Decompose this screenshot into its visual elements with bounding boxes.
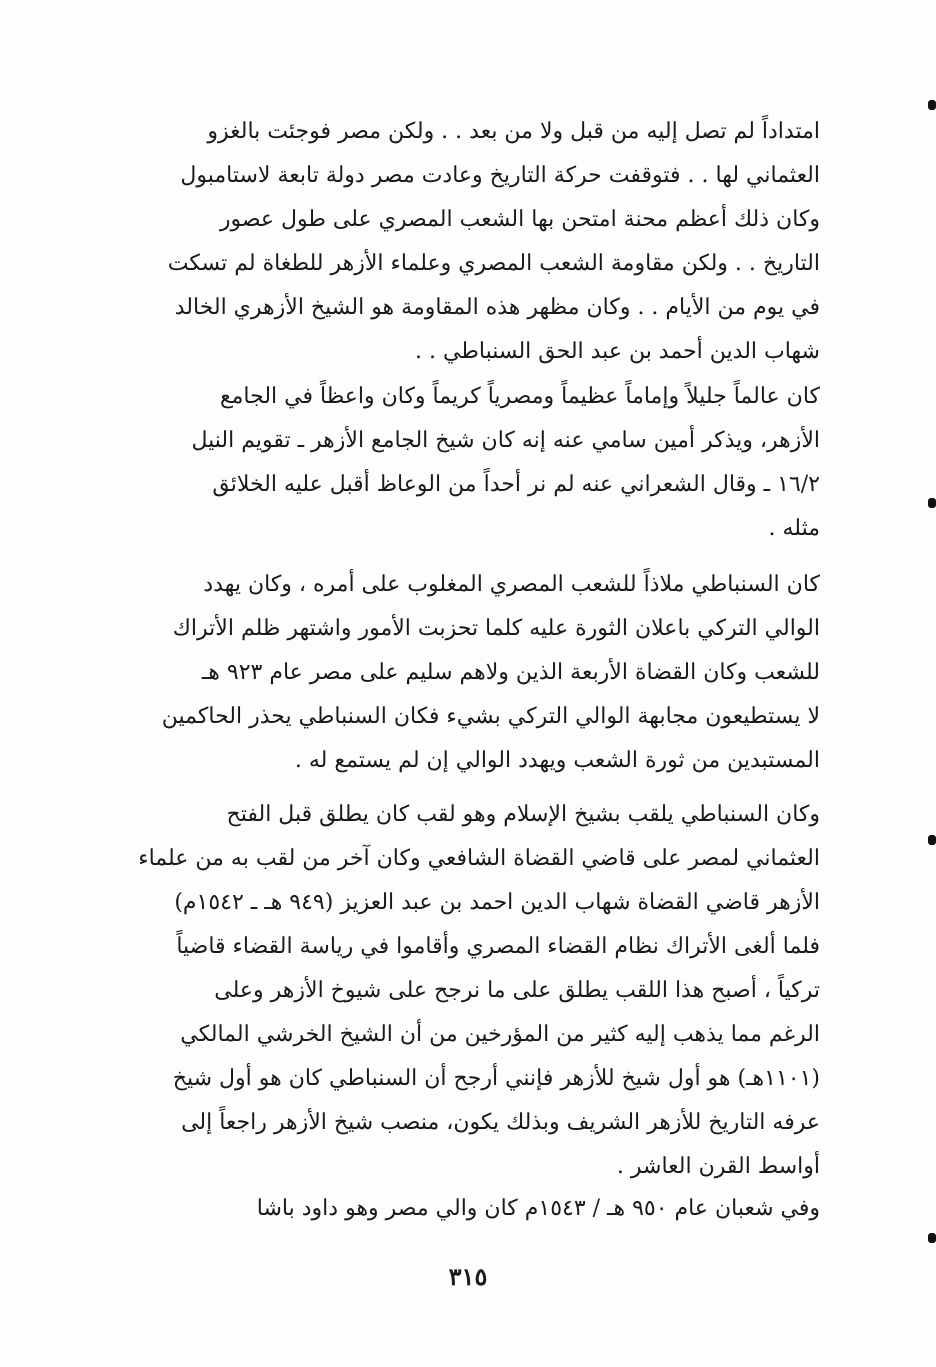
text-line: لا يستطيعون مجابهة الوالي التركي بشيء فكان السنباطي يحذر الحاكمين [161, 704, 820, 729]
text-line: تركياً ، أصبح هذا اللقب يطلق على ما نرجح على شيوخ الأزهر وعلى [214, 978, 820, 1003]
text-line: في يوم من الأيام . . وكان مظهر هذه المقاومة هو الشيخ الأزهري الخالد [174, 295, 820, 320]
text-line: الوالي التركي باعلان الثورة عليه كلما تحزبت الأمور واشتهر ظلم الأتراك [172, 616, 820, 641]
paragraph-1 [110, 110, 820, 374]
text-line: امتداداً لم تصل إليه من قبل ولا من بعد . . ولكن مصر فوجئت بالغزو [207, 119, 820, 144]
paragraph-5 [110, 1187, 820, 1231]
text-line: الأزهر، ويذكر أمين سامي عنه إنه كان شيخ الجامع الأزهر ـ تقويم النيل [191, 428, 820, 453]
text-line: وكان السنباطي يلقب بشيخ الإسلام وهو لقب كان يطلق قبل الفتح [226, 802, 820, 827]
text-line: عرفه التاريخ للأزهر الشريف وبذلك يكون، منصب شيخ الأزهر راجعاً إلى [181, 1110, 820, 1135]
margin-mark [928, 835, 936, 845]
text-line: العثماني لمصر على قاضي القضاة الشافعي وكان آخر من لقب به من علماء [138, 846, 820, 871]
margin-mark [928, 1233, 936, 1243]
text-line: العثماني لها . . فتوقفت حركة التاريخ وعادت مصر دولة تابعة لاستامبول [180, 163, 820, 188]
text-line: (١١٠١هـ) هو أول شيخ للأزهر فإنني أرجح أن السنباطي كان هو أول شيخ [172, 1066, 820, 1091]
paragraph-3 [110, 563, 820, 783]
text-line: كان عالماً جليلاً وإماماً عظيماً ومصرياً كريماً وكان واعظاً في الجامع [219, 384, 820, 409]
text-line: شهاب الدين أحمد بن عبد الحق السنباطي . . [415, 339, 820, 364]
margin-mark [928, 100, 936, 110]
margin-mark [928, 498, 936, 508]
text-line: المستبدين من ثورة الشعب ويهدد الوالي إن لم يستمع له . [294, 748, 820, 773]
text-line: فلما ألغى الأتراك نظام القضاء المصري وأقاموا في رياسة القضاء قاضياً [176, 934, 820, 959]
text-line: وكان ذلك أعظم محنة امتحن بها الشعب المصري على طول عصور [219, 207, 820, 232]
text-line: ١٦/٢ ـ وقال الشعراني عنه لم نر أحداً من الوعاظ أقبل عليه الخلائق [212, 472, 820, 497]
paragraph-2 [110, 375, 820, 551]
text-line: للشعب وكان القضاة الأربعة الذين ولاهم سليم على مصر عام ٩٢٣ هـ [201, 660, 820, 685]
text-line: التاريخ . . ولكن مقاومة الشعب المصري وعلماء الأزهر للطغاة لم تسكت [167, 251, 820, 276]
text-line: الأزهر قاضي القضاة شهاب الدين احمد بن عبد العزيز (٩٤٩ هـ ـ ١٥٤٢م) [174, 890, 820, 915]
page-number: ٣١٥ [448, 1262, 488, 1291]
text-line: وفي شعبان عام ٩٥٠ هـ / ١٥٤٣م كان والي مصر وهو داود باشا [256, 1196, 820, 1221]
text-line: كان السنباطي ملاذاً للشعب المصري المغلوب على أمره ، وكان يهدد [203, 572, 820, 597]
text-line: أواسط القرن العاشر . [616, 1154, 820, 1179]
paragraph-4 [110, 793, 820, 1189]
text-line: الرغم مما يذهب إليه كثير من المؤرخين من أن الشيخ الخرشي المالكي [180, 1022, 820, 1047]
text-line: مثله . [768, 516, 820, 541]
